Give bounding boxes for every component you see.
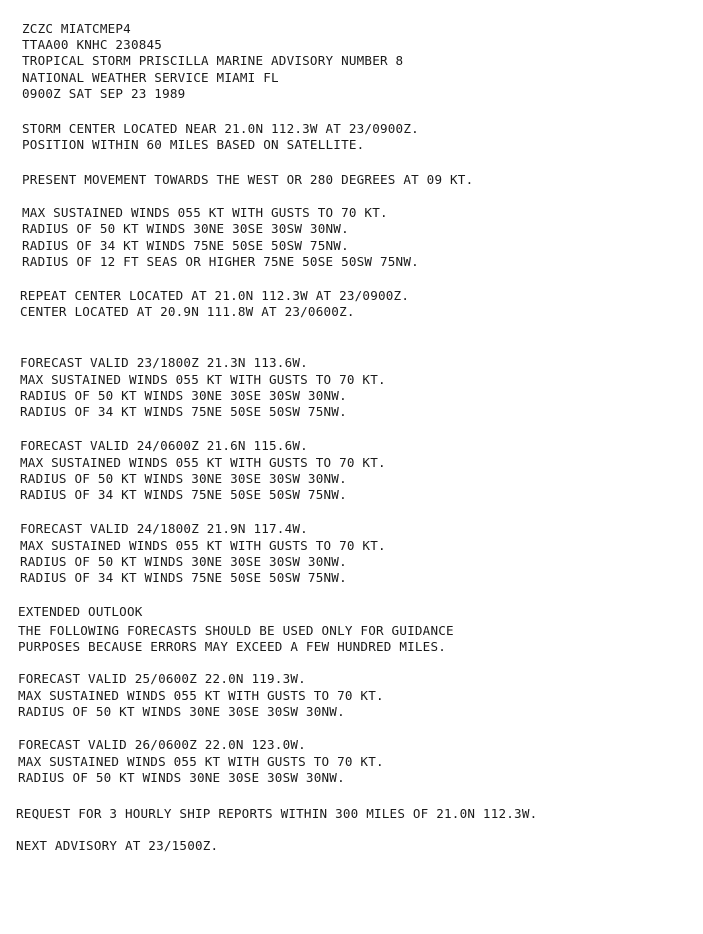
repeat-line: REPEAT CENTER LOCATED AT 21.0N 112.3W AT 23/0900Z. xyxy=(20,288,410,303)
request-line: REQUEST FOR 3 HOURLY SHIP REPORTS WITHIN 300 MILES OF 21.0N 112.3W. xyxy=(16,806,538,821)
forecast-line: MAX SUSTAINED WINDS 055 KT WITH GUSTS TO 70 KT. xyxy=(18,754,384,769)
forecast-line: MAX SUSTAINED WINDS 055 KT WITH GUSTS TO 70 KT. xyxy=(20,455,386,470)
forecast-line: MAX SUSTAINED WINDS 055 KT WITH GUSTS TO 70 KT. xyxy=(20,372,386,387)
forecast-line: RADIUS OF 34 KT WINDS 75NE 50SE 50SW 75NW. xyxy=(20,570,347,585)
forecast-line: FORECAST VALID 24/0600Z 21.6N 115.6W. xyxy=(20,438,308,453)
forecast-line: FORECAST VALID 23/1800Z 21.3N 113.6W. xyxy=(20,355,308,370)
winds-line: RADIUS OF 34 KT WINDS 75NE 50SE 50SW 75NW. xyxy=(22,238,349,253)
winds-line: MAX SUSTAINED WINDS 055 KT WITH GUSTS TO 70 KT. xyxy=(22,205,388,220)
header-line: NATIONAL WEATHER SERVICE MIAMI FL xyxy=(22,70,279,85)
forecast-line: RADIUS OF 50 KT WINDS 30NE 30SE 30SW 30NW. xyxy=(18,770,345,785)
center-line: STORM CENTER LOCATED NEAR 21.0N 112.3W AT 23/0900Z. xyxy=(22,121,419,136)
repeat-line: CENTER LOCATED AT 20.9N 111.8W AT 23/0600Z. xyxy=(20,304,355,319)
forecast-line: RADIUS OF 50 KT WINDS 30NE 30SE 30SW 30NW. xyxy=(18,704,345,719)
header-date: 0900Z SAT SEP 23 1989 xyxy=(22,86,186,101)
forecast-line: MAX SUSTAINED WINDS 055 KT WITH GUSTS TO 70 KT. xyxy=(20,538,386,553)
forecast-line: RADIUS OF 50 KT WINDS 30NE 30SE 30SW 30NW. xyxy=(20,471,347,486)
header-line: TTAA00 KNHC 230845 xyxy=(22,37,163,52)
forecast-line: RADIUS OF 34 KT WINDS 75NE 50SE 50SW 75NW. xyxy=(20,404,347,419)
forecast-line: RADIUS OF 34 KT WINDS 75NE 50SE 50SW 75NW. xyxy=(20,487,347,502)
winds-line: RADIUS OF 50 KT WINDS 30NE 30SE 30SW 30NW. xyxy=(22,221,349,236)
winds-line: RADIUS OF 12 FT SEAS OR HIGHER 75NE 50SE 50SW 75NW. xyxy=(22,254,419,269)
forecast-line: FORECAST VALID 26/0600Z 22.0N 123.0W. xyxy=(18,737,306,752)
header-line: ZCZC MIATCMEP4 xyxy=(22,21,131,36)
forecast-line: MAX SUSTAINED WINDS 055 KT WITH GUSTS TO 70 KT. xyxy=(18,688,384,703)
outlook-heading: EXTENDED OUTLOOK xyxy=(18,604,143,619)
forecast-line: RADIUS OF 50 KT WINDS 30NE 30SE 30SW 30NW. xyxy=(20,388,347,403)
outlook-line: PURPOSES BECAUSE ERRORS MAY EXCEED A FEW HUNDRED MILES. xyxy=(18,639,447,654)
movement-line: PRESENT MOVEMENT TOWARDS THE WEST OR 280 DEGREES AT 09 KT. xyxy=(22,172,474,187)
forecast-line: FORECAST VALID 24/1800Z 21.9N 117.4W. xyxy=(20,521,308,536)
next-advisory-line: NEXT ADVISORY AT 23/1500Z. xyxy=(16,838,219,853)
forecast-line: FORECAST VALID 25/0600Z 22.0N 119.3W. xyxy=(18,671,306,686)
outlook-line: THE FOLLOWING FORECASTS SHOULD BE USED ONLY FOR GUIDANCE xyxy=(18,623,454,638)
forecast-line: RADIUS OF 50 KT WINDS 30NE 30SE 30SW 30NW. xyxy=(20,554,347,569)
center-line: POSITION WITHIN 60 MILES BASED ON SATELLITE. xyxy=(22,137,365,152)
document-title: TROPICAL STORM PRISCILLA MARINE ADVISORY NUMBER 8 xyxy=(22,53,404,68)
